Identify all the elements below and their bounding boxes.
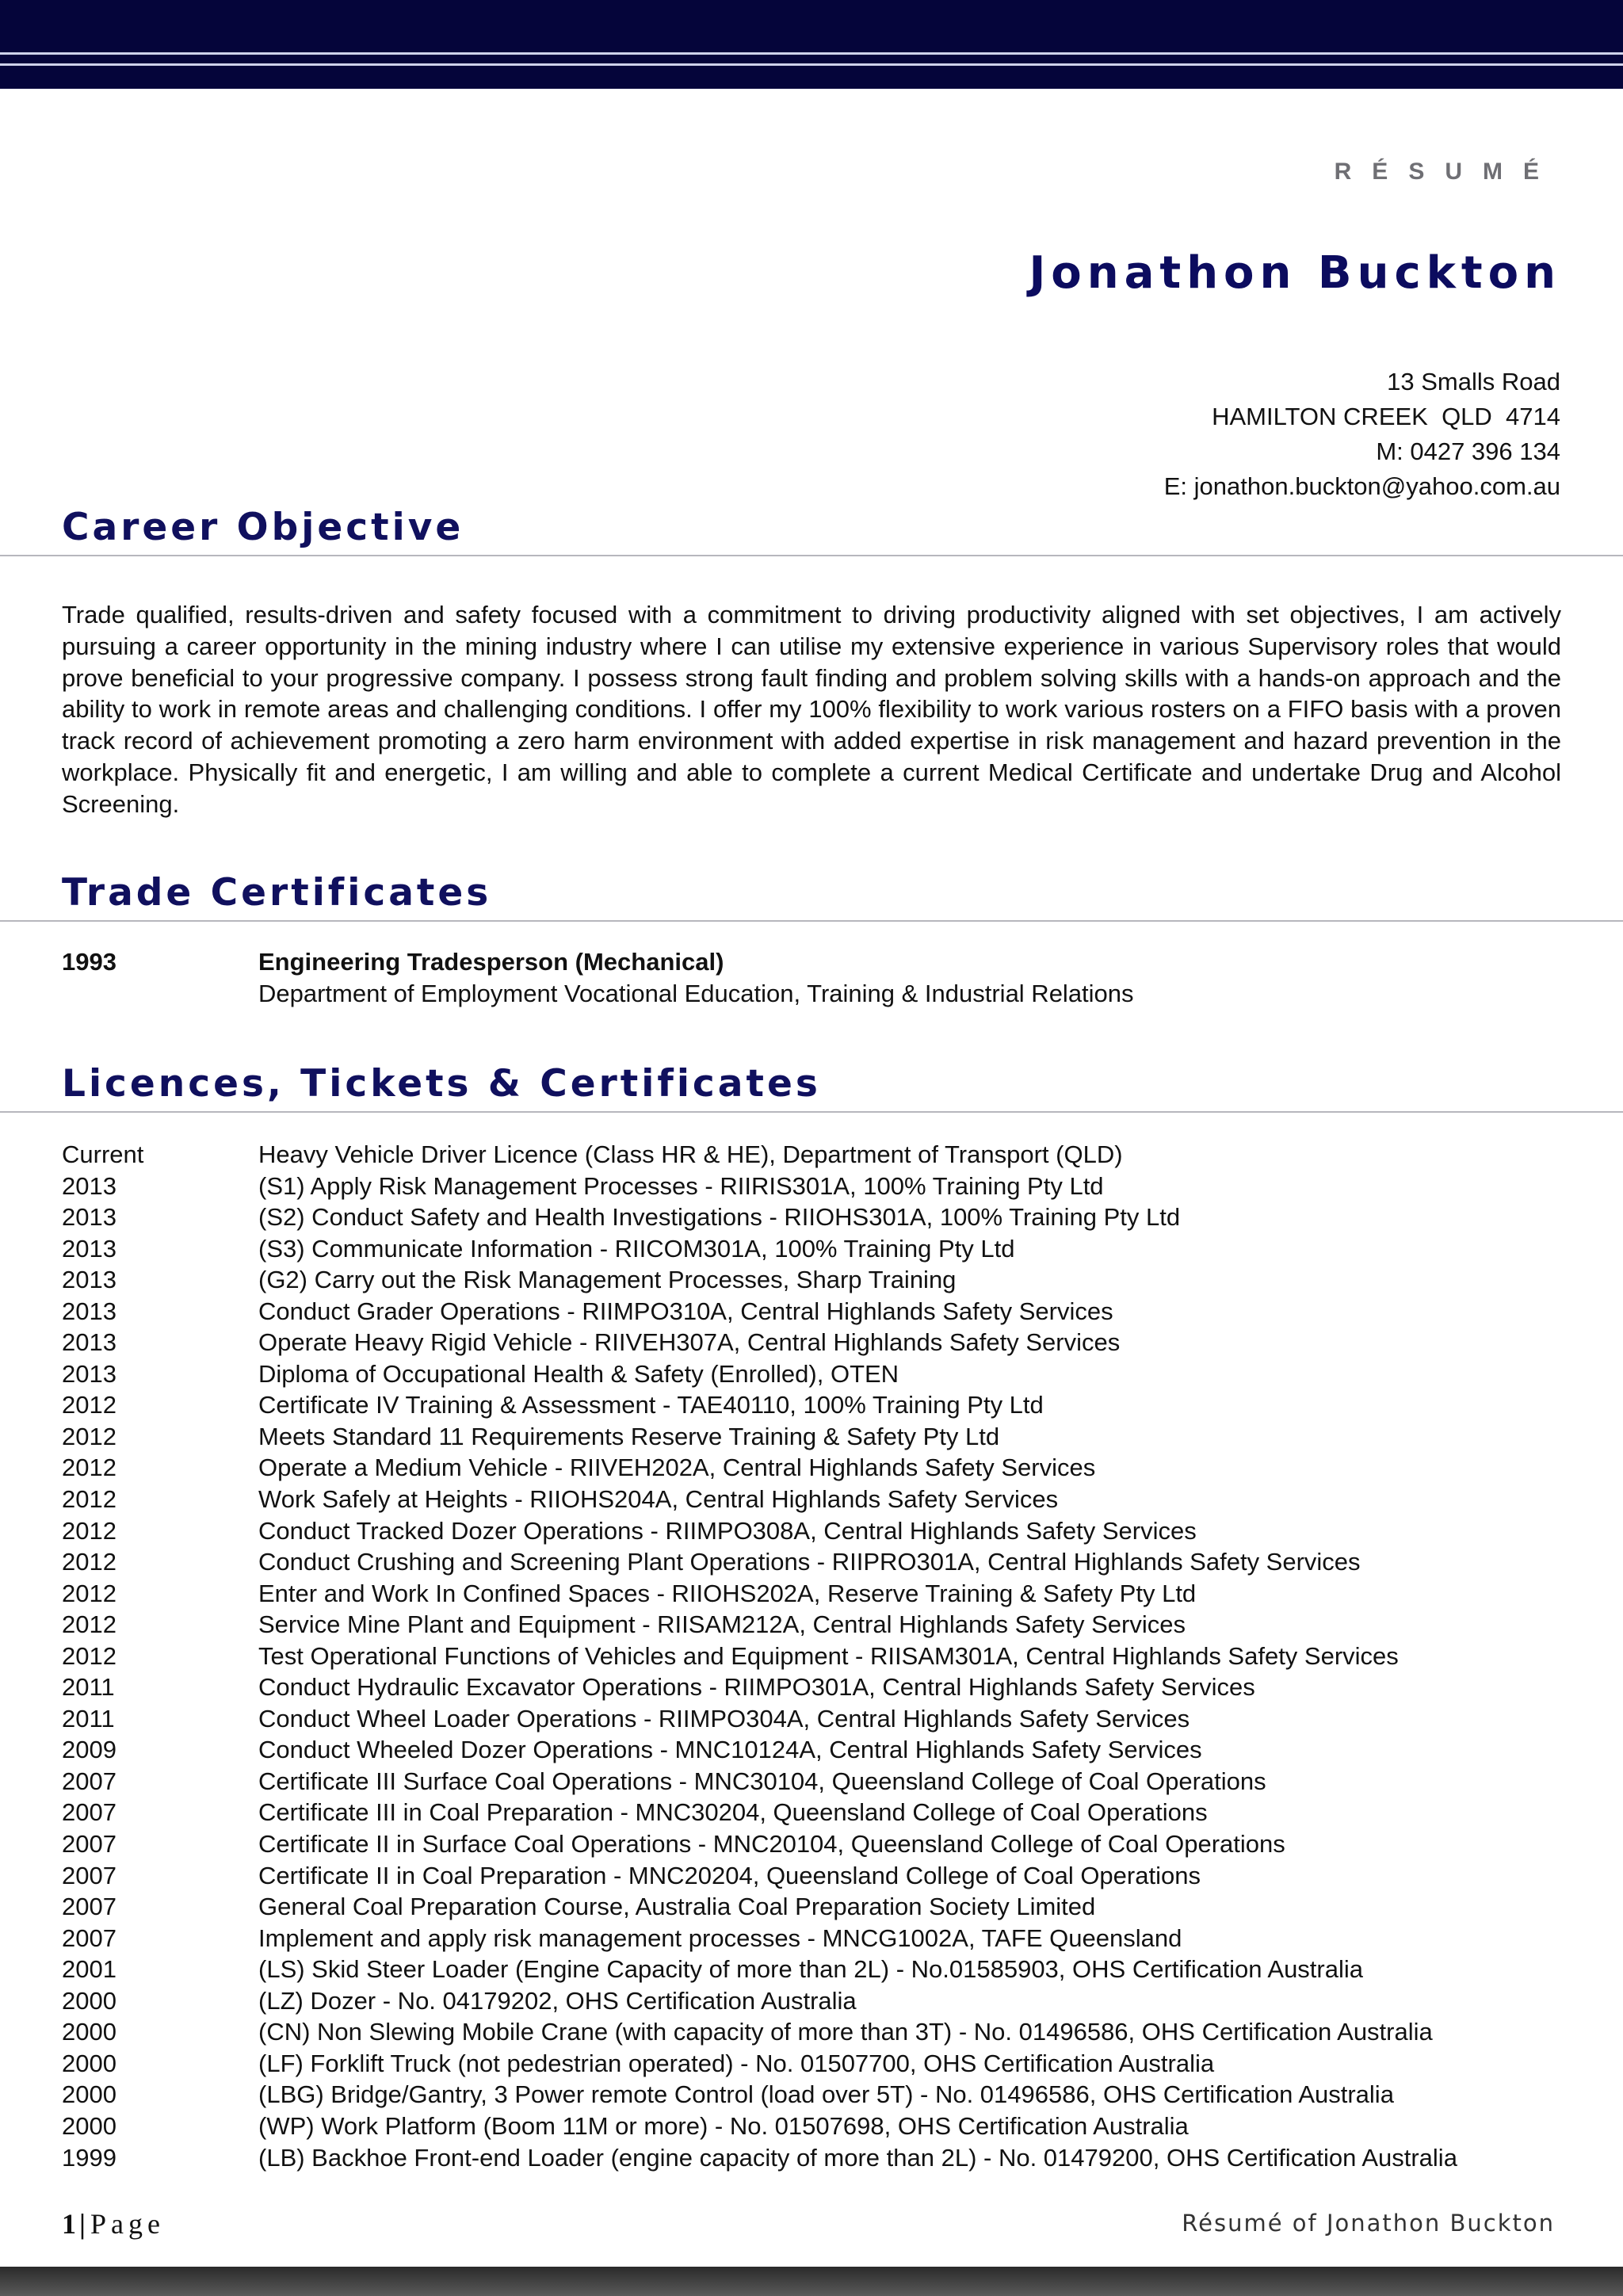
licence-year: 2012 (62, 1548, 116, 1576)
page-word: Page (90, 2208, 165, 2240)
list-item (62, 1546, 1599, 1578)
list-item (62, 1171, 1599, 1202)
trade-certificate-name: Engineering Tradesperson (Mechanical) (258, 948, 724, 976)
bottom-band (0, 2267, 1623, 2296)
licence-year: 1999 (62, 2143, 116, 2172)
list-item (62, 1954, 1599, 1985)
licence-description: (LB) Backhoe Front-end Loader (engine capacity of more than 2L) - No. 01479200, OHS Certification Australia (258, 2143, 1457, 2172)
licence-description: Certificate II in Coal Preparation - MNC20204, Queensland College of Coal Operations (258, 1861, 1201, 1889)
licence-description: (S3) Communicate Information - RIICOM301A, 100% Training Pty Ltd (258, 1234, 1015, 1263)
address-street: 13 Smalls Road (1387, 368, 1560, 395)
licence-description: (WP) Work Platform (Boom 11M or more) - No. 01507698, OHS Certification Australia (258, 2111, 1189, 2140)
list-item (62, 2079, 1599, 2111)
list-item (62, 1296, 1599, 1328)
licence-list (62, 1139, 1599, 2173)
section-title-career-objective: Career Objective (62, 506, 464, 549)
licence-year: 2012 (62, 1454, 116, 1482)
list-item (62, 2016, 1599, 2048)
licence-description: (S2) Conduct Safety and Health Investigations - RIIOHS301A, 100% Training Pty Ltd (258, 1203, 1181, 1232)
list-item (62, 1860, 1599, 1892)
licence-year: 2012 (62, 1610, 116, 1639)
list-item (62, 1201, 1599, 1233)
list-item (62, 1891, 1599, 1923)
list-item (62, 1985, 1599, 2017)
licence-description: Work Safely at Heights - RIIOHS204A, Central Highlands Safety Services (258, 1485, 1059, 1514)
licence-description: General Coal Preparation Course, Australia Coal Preparation Society Limited (258, 1893, 1096, 1921)
list-item (62, 1797, 1599, 1828)
licence-year: 2013 (62, 1203, 116, 1232)
licence-year: 2012 (62, 1579, 116, 1607)
page-number (62, 2207, 165, 2241)
mobile-number: M: 0427 396 134 (1376, 437, 1560, 465)
licence-description: (S1) Apply Risk Management Processes - RIIRIS301A, 100% Training Pty Ltd (258, 1171, 1104, 1200)
contact-block (1164, 365, 1560, 504)
licence-description: Certificate III in Coal Preparation - MNC30204, Queensland College of Coal Operations (258, 1798, 1208, 1827)
list-item (62, 2111, 1599, 2142)
licence-description: Test Operational Functions of Vehicles and Equipment - RIISAM301A, Central Highlands Safety Services (258, 1641, 1399, 1670)
licence-description: Conduct Wheel Loader Operations - RIIMPO304A, Central Highlands Safety Services (258, 1704, 1190, 1733)
licence-year: 2007 (62, 1830, 116, 1859)
section-divider (0, 920, 1623, 922)
licence-year: 2001 (62, 1955, 116, 1984)
licence-year: 2013 (62, 1359, 116, 1388)
licence-description: Certificate III Surface Coal Operations - MNC30104, Queensland College of Coal Operations (258, 1767, 1266, 1795)
licence-description: Certificate II in Surface Coal Operations - MNC20104, Queensland College of Coal Operations (258, 1830, 1285, 1859)
licence-year: 2013 (62, 1171, 116, 1200)
licence-description: Meets Standard 11 Requirements Reserve Training & Safety Pty Ltd (258, 1422, 1000, 1450)
licence-year: 2000 (62, 2049, 116, 2077)
list-item (62, 1452, 1599, 1484)
list-item (62, 1766, 1599, 1797)
page-separator: | (79, 2208, 86, 2240)
licence-year: 2012 (62, 1485, 116, 1514)
page-number-value: 1 (62, 2208, 76, 2240)
licence-year: 2012 (62, 1422, 116, 1450)
list-item (62, 1233, 1599, 1265)
list-item (62, 1641, 1599, 1672)
licence-description: (LBG) Bridge/Gantry, 3 Power remote Control (load over 5T) - No. 01496586, OHS Certification Australia (258, 2080, 1394, 2109)
licence-year: 2013 (62, 1266, 116, 1294)
licence-description: (LF) Forklift Truck (not pedestrian operated) - No. 01507700, OHS Certification Australia (258, 2049, 1215, 2077)
section-divider (0, 1111, 1623, 1113)
licence-year: 2000 (62, 2018, 116, 2046)
licence-description: Conduct Wheeled Dozer Operations - MNC10124A, Central Highlands Safety Services (258, 1736, 1202, 1764)
list-item (62, 1923, 1599, 1954)
licence-description: (LS) Skid Steer Loader (Engine Capacity of more than 2L) - No.01585903, OHS Certification Australia (258, 1955, 1364, 1984)
licence-year: 2013 (62, 1297, 116, 1325)
list-item (62, 1264, 1599, 1296)
licence-year: 2000 (62, 2111, 116, 2140)
list-item (62, 1734, 1599, 1766)
list-item (62, 1484, 1599, 1515)
licence-description: Conduct Hydraulic Excavator Operations - RIIMPO301A, Central Highlands Safety Services (258, 1673, 1255, 1702)
candidate-name: Jonathon Buckton (1029, 247, 1561, 299)
licence-description: Conduct Tracked Dozer Operations - RIIMPO308A, Central Highlands Safety Services (258, 1516, 1197, 1545)
licence-description: Certificate IV Training & Assessment - TAE40110, 100% Training Pty Ltd (258, 1391, 1044, 1419)
licence-description: Enter and Work In Confined Spaces - RIIOHS202A, Reserve Training & Safety Pty Ltd (258, 1579, 1197, 1607)
email-address: E: jonathon.buckton@yahoo.com.au (1163, 472, 1560, 500)
licence-year: 2007 (62, 1861, 116, 1889)
list-item (62, 1389, 1599, 1421)
licence-year: 2000 (62, 1986, 116, 2015)
licence-year: 2007 (62, 1893, 116, 1921)
licence-year: 2012 (62, 1516, 116, 1545)
list-item (62, 1671, 1599, 1703)
section-divider (0, 555, 1623, 556)
list-item (62, 1703, 1599, 1735)
licence-description: Operate Heavy Rigid Vehicle - RIIVEH307A, Central Highlands Safety Services (258, 1328, 1121, 1357)
list-item (62, 1421, 1599, 1453)
licence-description: (G2) Carry out the Risk Management Processes, Sharp Training (258, 1266, 957, 1294)
licence-year: 2012 (62, 1641, 116, 1670)
list-item (62, 1139, 1599, 1171)
licence-description: (CN) Non Slewing Mobile Crane (with capacity of more than 3T) - No. 01496586, OHS Certification Australia (258, 2018, 1433, 2046)
list-item (62, 2048, 1599, 2080)
banner-line (0, 63, 1623, 66)
licence-year: 2011 (62, 1673, 115, 1702)
career-objective-text: Trade qualified, results-driven and safety focused with a commitment to driving productivity aligned with set objectives, I am actively pursuing a career opportunity in the mining industry where I can utilise my extensive experience in various Supervisory roles that would prove beneficial to your progressive company. I possess strong fault finding and problem solving skills with a hands-on approach and the ability to work in remote areas and challenging conditions. I offer my 100% flexibility to work various rosters on a FIFO basis with a proven track record of achievement promoting a zero harm environment with added expertise in risk management and hazard prevention in the workplace. Physically fit and energetic, I am willing and able to complete a current Medical Certificate and undertake Drug and Alcohol Screening. (62, 601, 1561, 818)
list-item (62, 1609, 1599, 1641)
licence-year: 2012 (62, 1391, 116, 1419)
banner-line (0, 52, 1623, 55)
licence-year: 2009 (62, 1736, 116, 1764)
list-item (62, 1515, 1599, 1547)
trade-certificate-year: 1993 (62, 948, 116, 976)
section-title-trade-certificates: Trade Certificates (62, 871, 492, 915)
licence-description: Conduct Crushing and Screening Plant Operations - RIIPRO301A, Central Highlands Safety Services (258, 1548, 1361, 1576)
licence-description: Implement and apply risk management processes - MNCG1002A, TAFE Queensland (258, 1924, 1182, 1952)
trade-certificate-org: Department of Employment Vocational Education, Training & Industrial Relations (258, 980, 1134, 1007)
licence-year: 2007 (62, 1767, 116, 1795)
list-item (62, 2142, 1599, 2174)
licence-year: 2013 (62, 1328, 116, 1357)
licence-year: 2000 (62, 2080, 116, 2109)
licence-year: 2007 (62, 1924, 116, 1952)
list-item (62, 1578, 1599, 1610)
licence-description: (LZ) Dozer - No. 04179202, OHS Certification Australia (258, 1986, 857, 2015)
licence-year: 2013 (62, 1234, 116, 1263)
licence-description: Conduct Grader Operations - RIIMPO310A, Central Highlands Safety Services (258, 1297, 1113, 1325)
licence-year: Current (62, 1140, 144, 1168)
list-item (62, 1358, 1599, 1390)
top-banner (0, 0, 1623, 89)
resume-label: RÉSUMÉ (1334, 159, 1560, 185)
licence-description: Service Mine Plant and Equipment - RIISAM212A, Central Highlands Safety Services (258, 1610, 1186, 1639)
licence-description: Heavy Vehicle Driver Licence (Class HR & HE), Department of Transport (QLD) (258, 1140, 1123, 1168)
section-title-licences: Licences, Tickets & Certificates (62, 1062, 821, 1106)
list-item (62, 1828, 1599, 1860)
footer-title: Résumé of Jonathon Buckton (1182, 2210, 1555, 2237)
list-item (62, 1327, 1599, 1358)
licence-year: 2007 (62, 1798, 116, 1827)
licence-year: 2011 (62, 1704, 115, 1733)
licence-description: Diploma of Occupational Health & Safety (Enrolled), OTEN (258, 1359, 899, 1388)
licence-description: Operate a Medium Vehicle - RIIVEH202A, Central Highlands Safety Services (258, 1454, 1096, 1482)
address-suburb: HAMILTON CREEK QLD 4714 (1212, 403, 1560, 430)
